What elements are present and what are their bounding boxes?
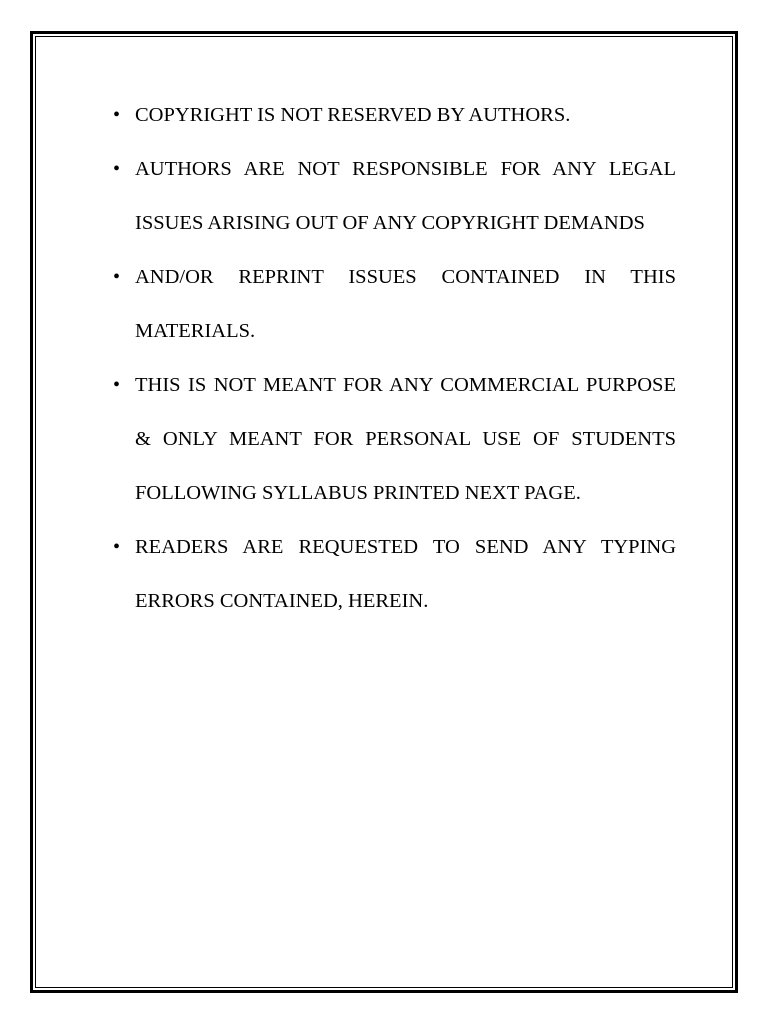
notice-text: AND/OR REPRINT ISSUES CONTAINED IN THIS MATERIALS. xyxy=(135,266,676,342)
bullet-icon: • xyxy=(113,158,121,180)
notice-item-errors xyxy=(110,520,676,628)
notice-text: THIS IS NOT MEANT FOR ANY COMMERCIAL PURPOSE & ONLY MEANT FOR PERSONAL USE OF STUDENTS FOLLOWING SYLLABUS PRINTED NEXT PAGE. xyxy=(135,374,676,504)
bullet-icon: • xyxy=(113,266,121,288)
notice-item-copyright xyxy=(110,88,676,142)
bullet-icon: • xyxy=(113,374,121,396)
notice-list xyxy=(110,88,676,628)
notice-text: READERS ARE REQUESTED TO SEND ANY TYPING ERRORS CONTAINED, HEREIN. xyxy=(135,536,676,612)
bullet-icon: • xyxy=(113,104,121,126)
notice-text: COPYRIGHT IS NOT RESERVED BY AUTHORS. xyxy=(135,104,571,126)
notice-item-purpose xyxy=(110,358,676,520)
notice-content xyxy=(110,88,676,628)
notice-text: AUTHORS ARE NOT RESPONSIBLE FOR ANY LEGAL ISSUES ARISING OUT OF ANY COPYRIGHT DEMANDS xyxy=(135,158,676,234)
notice-item-responsibility xyxy=(110,142,676,250)
bullet-icon: • xyxy=(113,536,121,558)
notice-item-reprint xyxy=(110,250,676,358)
